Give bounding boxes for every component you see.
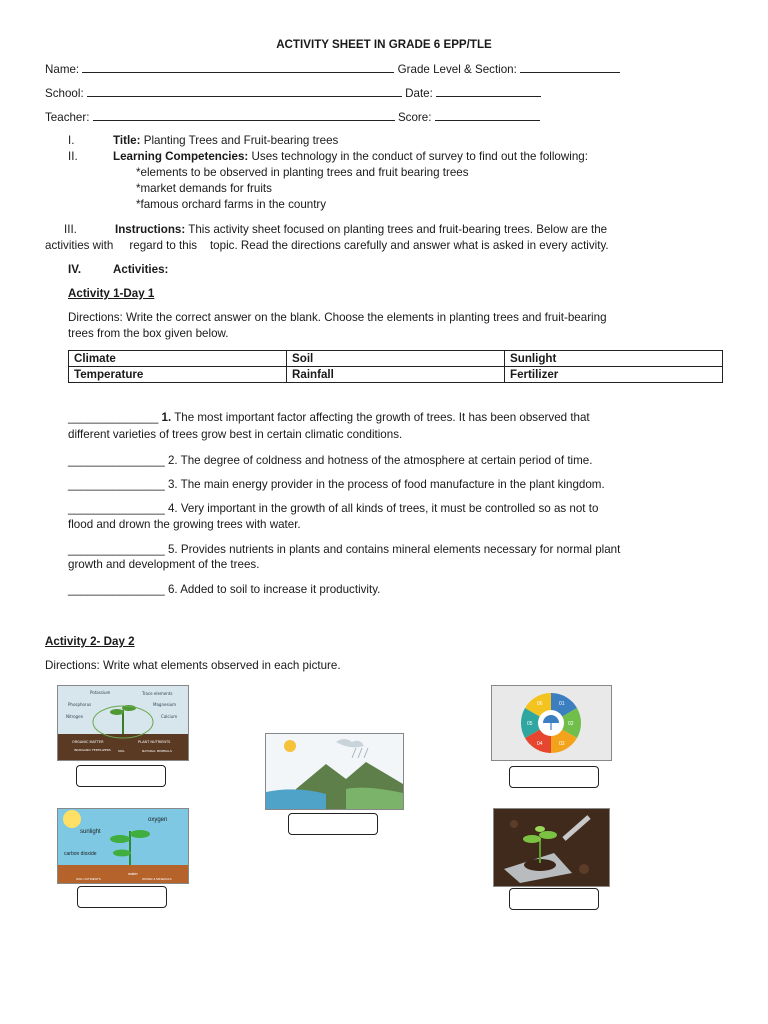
school-label: School: — [45, 87, 84, 100]
activity1-directions: Directions: Write the correct answer on the blank. Choose the elements in planting trees and fruit-bearing — [68, 311, 607, 324]
answer-box-2[interactable] — [288, 813, 378, 835]
question-5-cont: growth and development of the trees. — [68, 558, 260, 571]
process-label: WATER & MINERALS — [142, 877, 172, 881]
weather-segment-label: 04 — [537, 741, 543, 747]
section-iii-line1 — [115, 223, 607, 236]
competency-item: *elements to be observed in planting trees and fruit bearing trees — [136, 166, 469, 179]
section-ii-label: Learning Competencies: — [113, 150, 249, 163]
grade-blank[interactable] — [520, 62, 620, 73]
question-3 — [68, 478, 605, 491]
grade-label: Grade Level & Section: — [397, 63, 517, 76]
section-iii-text: This activity sheet focused on planting trees and fruit-bearing trees. Below are the — [188, 223, 608, 236]
date-label: Date: — [405, 87, 433, 100]
seedling-illustration — [494, 809, 609, 886]
elements-table — [68, 350, 723, 383]
school-blank[interactable] — [87, 86, 402, 97]
question-text: The most important factor affecting the growth of trees. It has been observed that — [171, 411, 590, 424]
soil-nutrients-image — [57, 685, 189, 761]
photosynthesis-illustration — [58, 809, 188, 883]
score-blank[interactable] — [435, 110, 540, 121]
answer-blank[interactable]: _______________ — [68, 502, 165, 515]
question-text: 2. The degree of coldness and hotness of the atmosphere at certain period of time. — [164, 454, 593, 467]
answer-blank[interactable]: _______________ — [68, 478, 165, 491]
table-cell: Sunlight — [505, 351, 723, 367]
question-number: 1. — [161, 411, 172, 424]
section-iii-line2: activities with regard to this topic. Read the directions carefully and answer what is asked in every activity. — [45, 239, 609, 252]
name-blank[interactable] — [82, 62, 394, 73]
section-iv-number: IV. — [68, 263, 82, 276]
teacher-label: Teacher: — [45, 111, 90, 124]
teacher-field — [45, 110, 540, 124]
weather-wheel-illustration — [492, 686, 611, 760]
question-text: 6. Added to soil to increase it productivity. — [164, 583, 381, 596]
section-ii-text: Uses technology in the conduct of survey to find out the following: — [251, 150, 588, 163]
nutrient-label: INORGANIC FERTILIZERS — [74, 748, 111, 752]
question-6 — [68, 583, 380, 596]
section-iii-label: Instructions: — [115, 223, 186, 236]
section-i-label: Title: — [113, 134, 141, 147]
table-cell: Climate — [69, 351, 287, 367]
section-i-text: Planting Trees and Fruit-bearing trees — [143, 134, 339, 147]
section-i — [113, 134, 338, 147]
question-text: 3. The main energy provider in the process of food manufacture in the plant kingdom. — [164, 478, 605, 491]
weather-wheel-image — [491, 685, 612, 761]
answer-blank[interactable]: _______________ — [68, 543, 165, 556]
school-field — [45, 86, 541, 100]
question-text: 4. Very important in the growth of all kinds of trees, it must be controlled so as not to — [164, 502, 599, 515]
question-4-cont: flood and drown the growing trees with water. — [68, 518, 301, 531]
water-cycle-illustration — [266, 734, 403, 809]
activity1-heading: Activity 1-Day 1 — [68, 287, 155, 300]
weather-segment-label: 06 — [537, 701, 543, 707]
name-label: Name: — [45, 63, 80, 76]
nutrient-label: ORGANIC MATTER — [72, 740, 104, 744]
section-ii-number: II. — [68, 150, 78, 163]
question-1-cont: different varieties of trees grow best in certain climatic conditions. — [68, 428, 403, 441]
activity2-directions: Directions: Write what elements observed in each picture. — [45, 659, 341, 672]
photosynthesis-image — [57, 808, 189, 884]
nutrient-label: Phosphorus — [68, 702, 92, 707]
score-label: Score: — [397, 111, 432, 124]
question-2 — [68, 454, 592, 467]
page-title: ACTIVITY SHEET IN GRADE 6 EPP/TLE — [276, 38, 492, 51]
weather-segment-label: 02 — [568, 721, 574, 727]
process-label: water — [128, 871, 138, 876]
teacher-blank[interactable] — [93, 110, 395, 121]
answer-box-3[interactable] — [509, 766, 599, 788]
section-i-number: I. — [68, 134, 75, 147]
nutrient-label: Calcium — [161, 714, 178, 719]
nutrient-label: NATURAL MINERALS — [142, 749, 172, 753]
nutrient-label: Magnesium — [153, 702, 177, 707]
answer-blank[interactable]: _______________ — [68, 454, 165, 467]
process-label: carbon dioxide — [64, 851, 97, 857]
nutrient-label: PLANT NUTRIENTS — [138, 740, 171, 744]
question-5 — [68, 543, 620, 556]
process-label: oxygen — [148, 817, 168, 823]
seedling-image — [493, 808, 610, 887]
answer-box-4[interactable] — [77, 886, 167, 908]
answer-box-1[interactable] — [76, 765, 166, 787]
table-row — [69, 351, 723, 367]
question-4 — [68, 502, 598, 515]
table-cell: Fertilizer — [505, 367, 723, 383]
water-cycle-image — [265, 733, 404, 810]
table-cell: Soil — [287, 351, 505, 367]
answer-blank[interactable]: ______________ — [68, 411, 159, 424]
answer-blank[interactable]: _______________ — [68, 583, 165, 596]
activity2-heading: Activity 2- Day 2 — [45, 635, 135, 648]
question-1 — [68, 411, 590, 424]
table-cell: Rainfall — [287, 367, 505, 383]
soil-nutrients-illustration — [58, 686, 188, 760]
nutrient-label: SOIL — [118, 749, 125, 753]
section-iv-label: Activities: — [113, 263, 169, 276]
answer-box-5[interactable] — [509, 888, 599, 910]
nutrient-label: Trace elements — [142, 691, 173, 696]
competency-item: *famous orchard farms in the country — [136, 198, 327, 211]
weather-segment-label: 03 — [559, 741, 565, 747]
name-field — [45, 62, 620, 76]
section-iii-number: III. — [64, 223, 77, 236]
question-text: 5. Provides nutrients in plants and contains mineral elements necessary for normal plant — [164, 543, 621, 556]
nutrient-label: Potassium — [90, 690, 111, 695]
activity1-directions-cont: trees from the box given below. — [68, 327, 229, 340]
nutrient-label: Nitrogen — [66, 714, 84, 719]
competency-item: *market demands for fruits — [136, 182, 272, 195]
table-cell: Temperature — [69, 367, 287, 383]
weather-segment-label: 05 — [527, 721, 533, 727]
section-ii — [113, 150, 588, 163]
process-label: sunlight — [80, 829, 101, 835]
weather-segment-label: 01 — [559, 701, 565, 707]
date-blank[interactable] — [436, 86, 541, 97]
process-label: SOIL NUTRIENTS — [76, 877, 101, 881]
table-row — [69, 367, 723, 383]
